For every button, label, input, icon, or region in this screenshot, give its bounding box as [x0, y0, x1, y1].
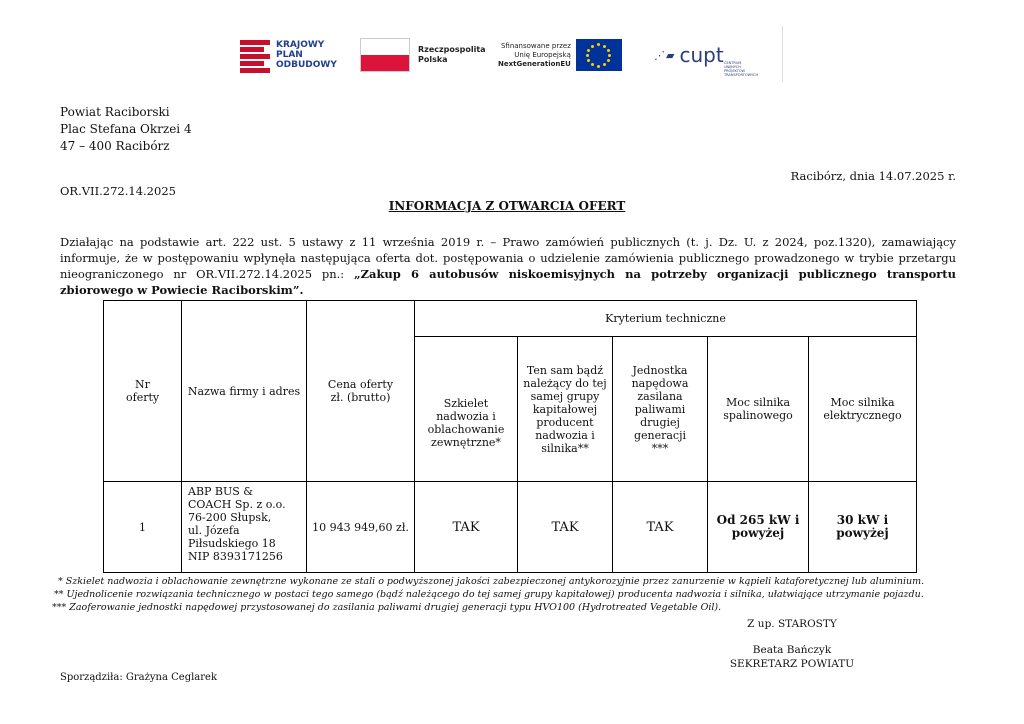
logo-bar [240, 32, 785, 78]
table-row [104, 482, 917, 573]
header-criterion-engine-fuel: Jednostka napędowa zasilana paliwami drugiej generacji *** [613, 337, 708, 482]
kpo-line-3: ODBUDOWY [276, 60, 337, 70]
eu-logo [498, 32, 622, 78]
kpo-logo [240, 32, 337, 78]
intro-subject: „Zakup 6 autobusów niskoemisyjnych na potrzeby organizacji publicznego transportu zbiorowego w Powiecie Raciborskim”. [60, 267, 956, 297]
cell-combustion-power: Od 265 kW i powyżej [708, 482, 809, 573]
cupt-wordmark: cupt [679, 43, 724, 67]
header-name: Nazwa firmy i adres [182, 301, 307, 482]
company-line-1: ABP BUS & [188, 485, 254, 498]
rp-logo [360, 32, 486, 78]
company-line-4: ul. Józefa [188, 524, 240, 537]
kpo-mark-icon [240, 38, 270, 72]
header-price: Cena oferty zł. (brutto) [307, 301, 415, 482]
company-line-5: Piłsudskiego 18 [188, 537, 276, 550]
cell-engine-fuel: TAK [613, 482, 708, 573]
sender-line-1: Powiat Raciborski [60, 105, 170, 119]
logo-divider [782, 26, 783, 82]
sender-line-2: Plac Stefana Okrzei 4 [60, 122, 192, 136]
signatory-role: SEKRETARZ POWIATU [729, 658, 855, 670]
intro-text: Działając na podstawie art. 222 ust. 5 ustawy z 11 września 2019 r. – Prawo zamówień publicznych (t. j. Dz. U. z 2024, poz.1320), zamawiający informuje, że w postępowaniu wpłynęła następująca oferta dot. postępowania o udzielenie zamówienia publicznego prowadzonego w trybie przetargu nieograniczonego nr OR.VII.272.14.2025 pn.: [60, 235, 956, 281]
cell-price: 10 943 949,60 zł. [307, 482, 415, 573]
header-criterion-producer: Ten sam bądź należący do tej samej grupy kapitałowej producent nadwozia i silnika** [518, 337, 613, 482]
eu-flag-icon [576, 39, 622, 71]
company-line-3: 76-200 Słupsk, [188, 511, 272, 524]
intro-paragraph [60, 234, 956, 298]
rp-line-1: Rzeczpospolita [418, 45, 486, 54]
cell-nr: 1 [104, 482, 182, 573]
reference-number: OR.VII.272.14.2025 [60, 184, 176, 198]
cupt-logo [654, 32, 759, 78]
cell-producer: TAK [518, 482, 613, 573]
prepared-by: Sporządziła: Grażyna Ceglarek [60, 672, 218, 683]
footnotes [52, 575, 972, 614]
footnote-3: *** Zaoferowanie jednostki napędowej przystosowanej do zasilania paliwami drugiej generacji typu HVO100 (Hydrotreated Vegetable Oil). [52, 602, 722, 613]
signatory-name: Beata Bańczyk [752, 644, 832, 656]
header-criterion-frame: Szkielet nadwozia i oblachowanie zewnętrzne* [415, 337, 518, 482]
sender-address [60, 104, 192, 155]
place-date: Racibórz, dnia 14.07.2025 r. [790, 169, 956, 183]
signature-authority: Z up. STAROSTY [747, 618, 837, 630]
eu-line-1: Sfinansowane przez [500, 41, 571, 50]
eu-line-2: Unię Europejską [514, 50, 571, 59]
signature-block [712, 643, 872, 671]
cupt-mark-icon: ⋰▰ [654, 48, 676, 62]
header-criterion-electric-power: Moc silnika elektrycznego [809, 337, 917, 482]
cell-electric-power: 30 kW i powyżej [809, 482, 917, 573]
footnote-2: ** Ujednolicenie rozwiązania technicznego w postaci tego samego (bądź należącego do tej samej grupy kapitałowej) producenta nadwozia i silnika, ułatwiające utrzymanie pojazdu. [54, 589, 924, 600]
kpo-line-1: KRAJOWY [276, 40, 325, 50]
sender-line-3: 47 – 400 Racibórz [60, 139, 170, 153]
cell-company [182, 482, 307, 573]
polish-flag-icon [360, 38, 410, 72]
header-nr: Nr oferty [104, 301, 182, 482]
company-line-2: COACH Sp. z o.o. [188, 498, 286, 511]
document-title: INFORMACJA Z OTWARCIA OFERT [388, 199, 626, 213]
header-criteria-group: Kryterium techniczne [415, 301, 917, 337]
cell-frame: TAK [415, 482, 518, 573]
company-line-6: NIP 8393171256 [188, 550, 283, 563]
cupt-sub-1: CENTRUM UNIJNYCH [724, 61, 742, 69]
cupt-sub-2: PROJEKTÓW TRANSPORTOWYCH [724, 69, 759, 77]
header-criterion-combustion-power: Moc silnika spalinowego [708, 337, 809, 482]
rp-line-2: Polska [418, 55, 448, 64]
kpo-line-2: PLAN [276, 50, 303, 60]
offers-table [103, 300, 917, 573]
eu-line-3: NextGenerationEU [498, 59, 571, 68]
footnote-1: * Szkielet nadwozia i oblachowanie zewnętrzne wykonane ze stali o podwyższonej jakości zabezpieczonej antykorozyjnie przez zanurzenie w kąpieli kataforetycznej lub aluminium. [58, 576, 925, 587]
